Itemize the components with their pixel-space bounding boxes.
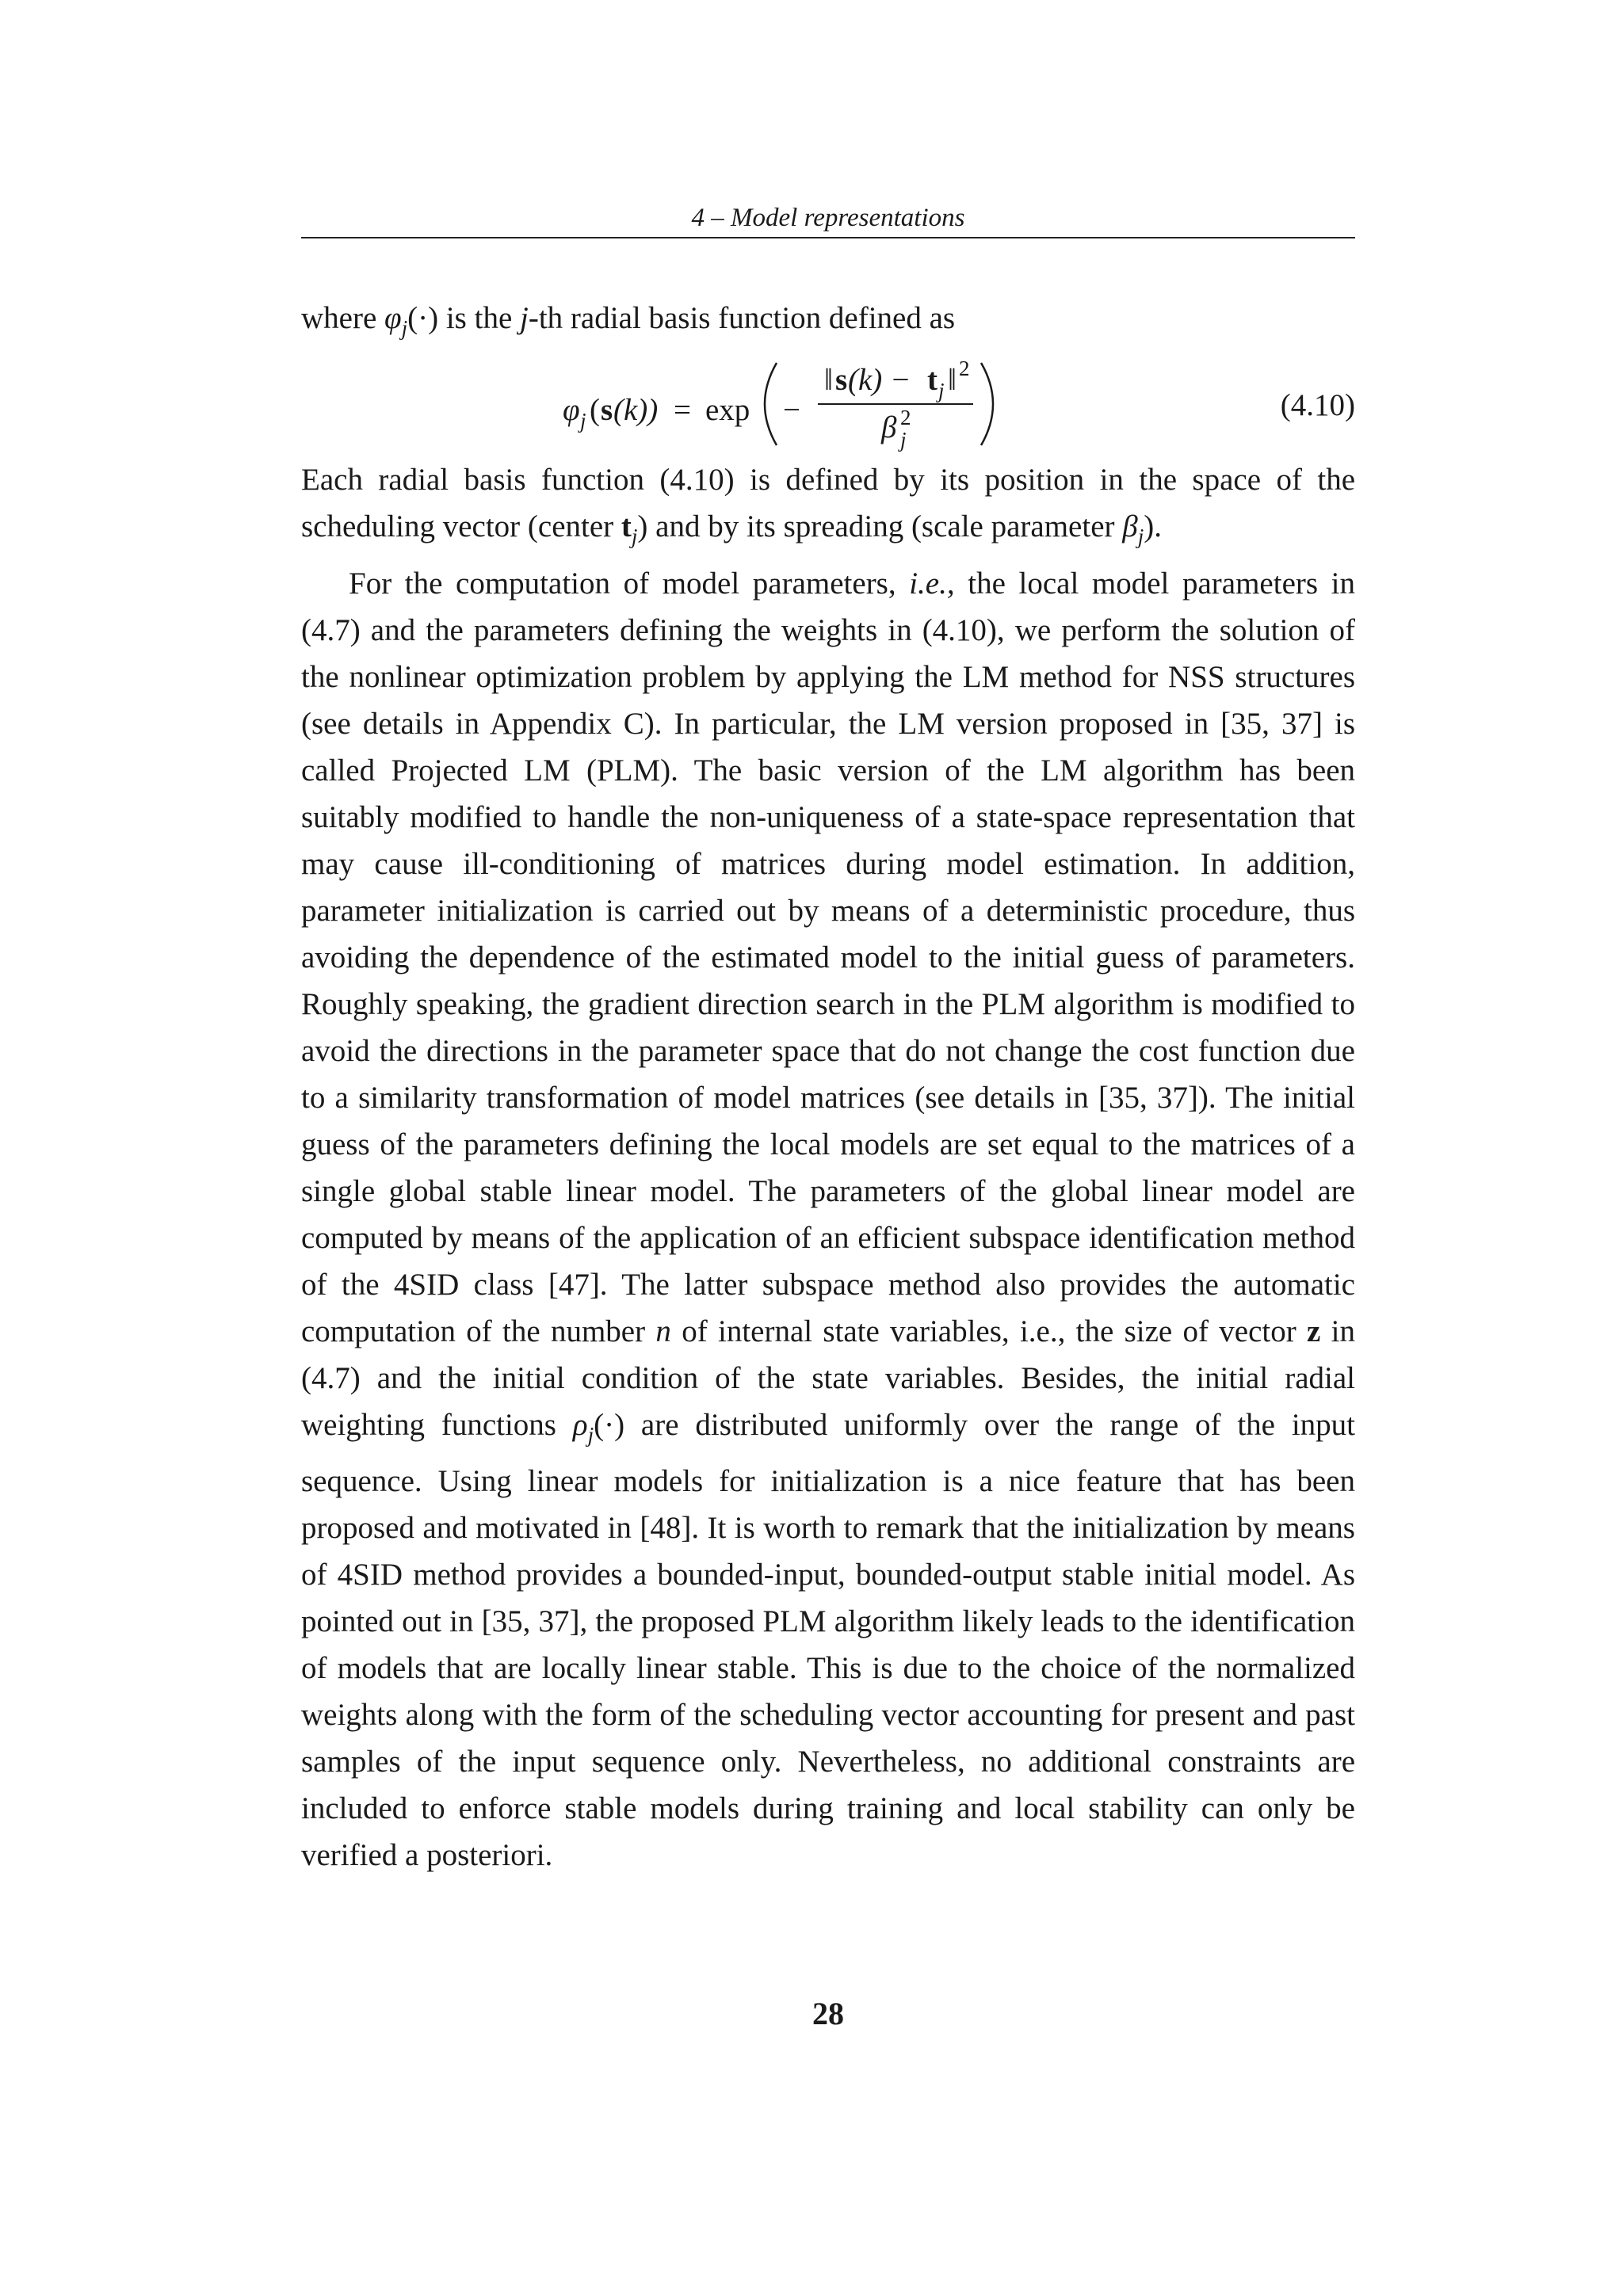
eq-lhs-s: s: [601, 392, 613, 427]
intro-mid: is the: [438, 301, 521, 335]
eq-lhs-open: (: [590, 392, 600, 427]
eq-den-sub: j: [900, 427, 907, 452]
rho-arg: (·): [594, 1407, 625, 1442]
equation-4-10: [301, 352, 1355, 456]
para2-text-c: of internal state variables, i.e., the size of vector: [670, 1314, 1308, 1348]
para2-text-b: the local model parameters in (4.7) and the parameters defining the weights in (4.10), we perform the solution of the nonlinear optimization problem by applying the LM method for NSS structures (see details in Appendix C). In particular, the LM version proposed in [35, 37] is called Projected LM (PLM). The basic version of the LM algorithm has been suitably modified to handle the non-uniqueness of a state-space representation that may cause ill-conditioning of matrices during model estimation. In addition, parameter initialization is carried out by means of a deterministic procedure, thus avoiding the dependence of the estimated model to the initial guess of parameters. Roughly speaking, the gradient direction search in the PLM algorithm is modified to avoid the directions in the parameter space that do not change the cost function due to a similarity transformation of model matrices (see details in [35, 37]). The initial guess of the parameters defining the local models are set equal to the matrices of a single global stable linear model. The parameters of the global linear model are computed by means of the application of an efficient subspace identification method of the 4SID class [47]. The latter subspace method also provides the automatic computation of the number: [301, 566, 1355, 1348]
j-index: j: [520, 301, 529, 335]
eq-minus: −: [783, 392, 800, 427]
equation-formula: [301, 352, 1252, 456]
scale-beta-sub: j: [1137, 524, 1144, 548]
eq-num-open: ‖: [824, 362, 833, 397]
page-number: 28: [812, 1996, 844, 2031]
phi-argument: (·): [407, 301, 439, 335]
paragraph-2: [301, 560, 1355, 1879]
equation-number: (4.10): [1280, 387, 1355, 422]
eq-exp: exp: [705, 392, 750, 427]
intro-tail: -th radial basis function defined as: [528, 301, 956, 335]
para1-text-c: ).: [1144, 509, 1162, 543]
rho-sub: j: [587, 1422, 594, 1447]
body-text: [301, 295, 1355, 1878]
eq-num-close: ‖: [948, 362, 957, 397]
center-t-sub: j: [631, 524, 638, 548]
eq-lhs-k: (k)): [613, 392, 659, 427]
scale-beta: β: [1122, 509, 1138, 543]
eq-num-tsub: j: [938, 378, 945, 402]
eq-num-t: t: [927, 362, 938, 397]
header-rule: [301, 237, 1355, 238]
ie-italic: i.e.,: [909, 566, 955, 601]
eq-lhs-sub: j: [580, 408, 586, 433]
para2-text-a: For the computation of model parameters,: [349, 566, 910, 601]
var-n: n: [655, 1314, 671, 1348]
center-t: t: [621, 509, 632, 543]
rho-symbol: ρ: [572, 1407, 588, 1442]
vector-z: z: [1307, 1314, 1321, 1348]
para2-text-d: in (4.7) and the initial condition of the state variables. Besides, the initial radial weighting functions: [301, 1314, 1355, 1442]
intro-line: [301, 295, 1355, 352]
eq-right-paren: [981, 363, 993, 445]
eq-den-beta: β: [881, 410, 897, 444]
phi-symbol: φ: [384, 301, 402, 335]
para1-text-a: Each radial basis function (4.10) is defined by its position in the space of the scheduling vector (center: [301, 462, 1355, 543]
eq-num-k: (k) −: [848, 362, 911, 397]
eq-equals: =: [674, 392, 691, 427]
para1-text-b: ) and by its spreading (scale parameter: [637, 509, 1123, 543]
eq-num-sup: 2: [959, 356, 970, 380]
intro-lead: where: [301, 301, 385, 335]
eq-left-paren: [765, 363, 777, 445]
para2-text-e: are distributed uniformly over the range of the input sequence. Using linear models for initialization is a nice feature that has been proposed and motivated in [48]. It is worth to remark that the initialization by means of 4SID method provides a bounded-input, bounded-output stable initial model. As pointed out in [35, 37], the proposed PLM algorithm likely leads to the identification of models that are locally linear stable. This is due to the choice of the normalized weights along with the form of the scheduling vector accounting for present and past samples of the input sequence only. Nevertheless, no additional constraints are included to enforce stable models during training and local stability can only be verified a posteriori.: [301, 1407, 1355, 1873]
eq-num-s: s: [835, 362, 848, 397]
running-header: 4 – Model representations: [691, 204, 965, 232]
phi-subscript: j: [401, 315, 408, 340]
paragraph-1: [301, 456, 1355, 560]
eq-den-sup: 2: [900, 405, 911, 429]
eq-lhs-phi: φ: [563, 392, 580, 427]
